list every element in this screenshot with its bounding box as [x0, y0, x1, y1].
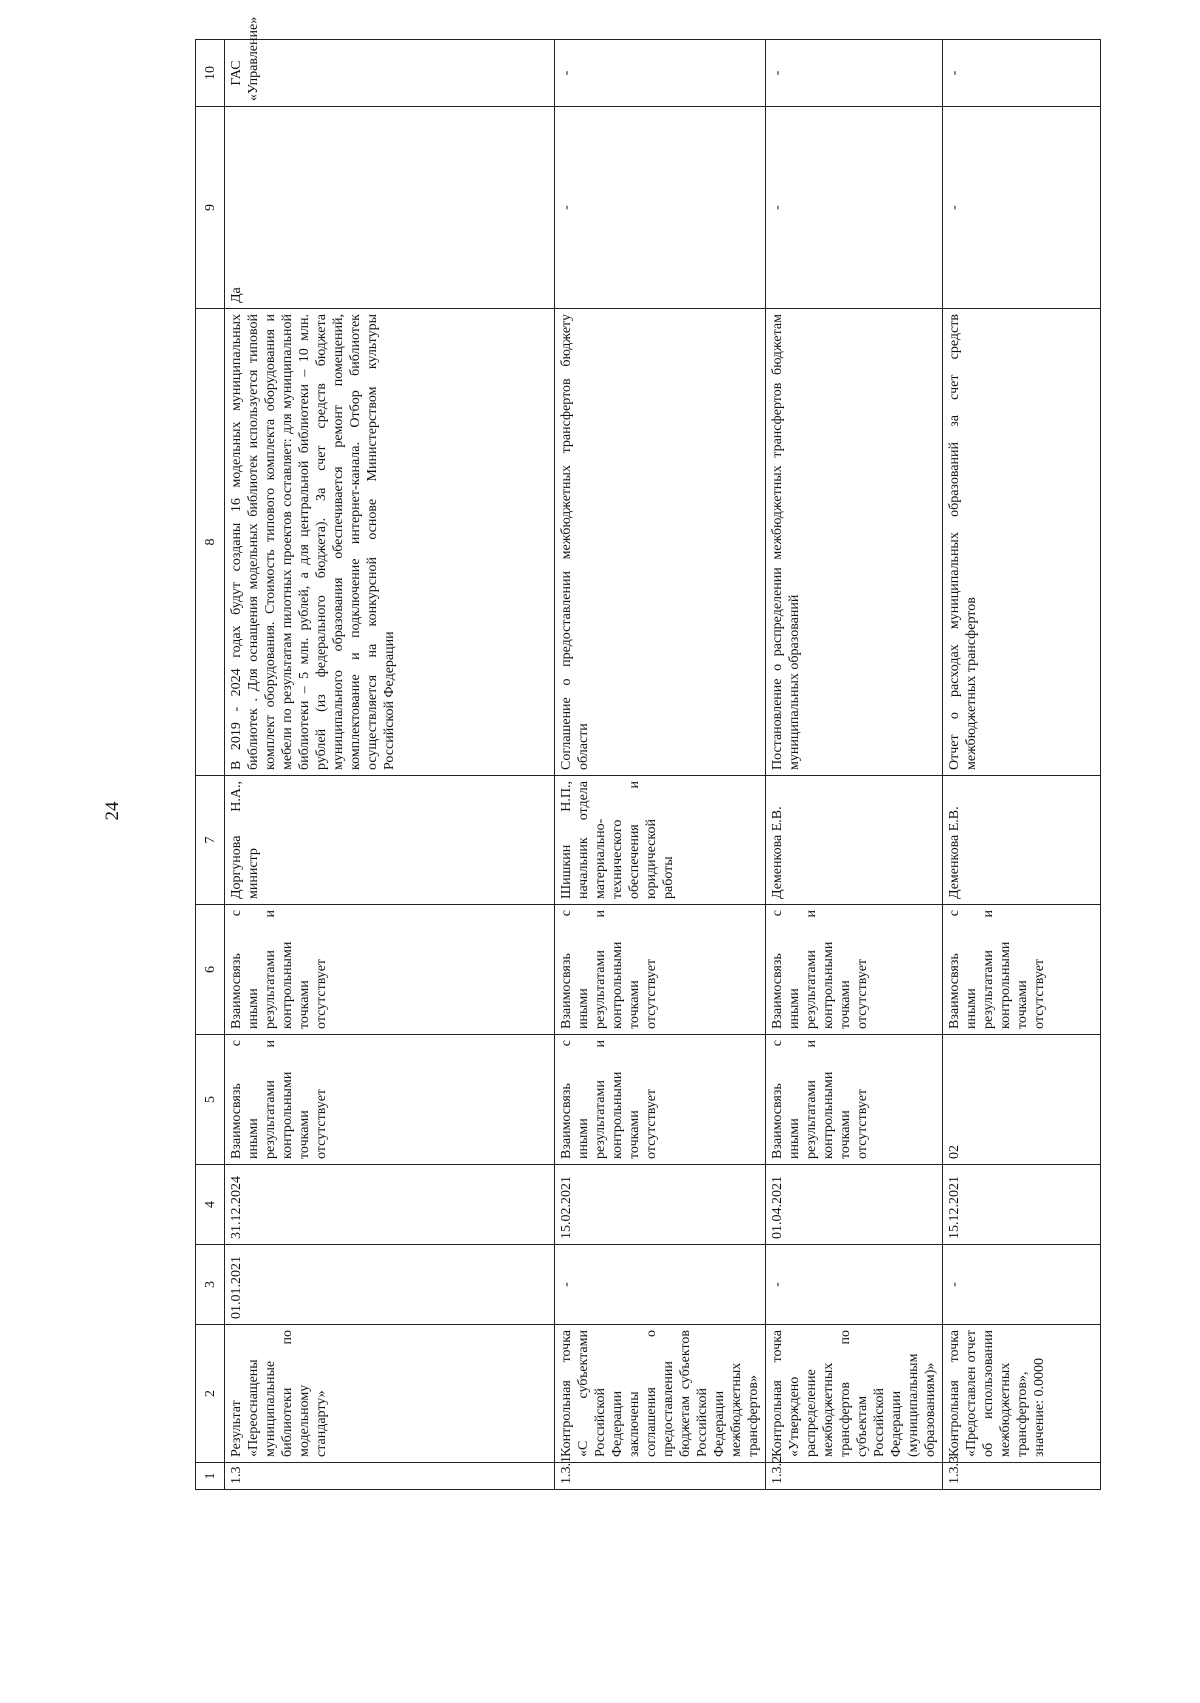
- cell-system: -: [766, 40, 943, 107]
- cell-link-next: Взаимосвязь с иными результатами и контрольными точками отсутствует: [943, 905, 1101, 1035]
- cell-link-next: Взаимосвязь с иными результатами и контрольными точками отсутствует: [766, 905, 943, 1035]
- results-table: [195, 16, 1101, 1490]
- header-cell: 7: [196, 776, 225, 905]
- cell-responsible: Доргунова Н.А., министр: [225, 776, 555, 905]
- cell-link-prev: Взаимосвязь с иными результатами и контрольными точками отсутствует: [766, 1035, 943, 1165]
- cell-link-prev: Взаимосвязь с иными результатами и контрольными точками отсутствует: [555, 1035, 766, 1165]
- cell-description: Соглашение о предоставлении межбюджетных трансфертов бюджету области: [555, 309, 766, 776]
- cell-description: Постановление о распределении межбюджетных трансфертов бюджетам муниципальных образований: [766, 309, 943, 776]
- header-cell: 5: [196, 1035, 225, 1165]
- cell-title: Контрольная точка «Утверждено распределение межбюджетных трансфертов по субъектам Российской Федерации (муниципальным образованиям)»: [766, 1325, 943, 1463]
- cell-number: 1.3.3: [943, 1463, 1101, 1490]
- rotated-table-wrapper: [195, 16, 1047, 1490]
- cell-start-date: -: [555, 1245, 766, 1325]
- cell-start-date: 01.01.2021: [225, 1245, 555, 1325]
- table-row: [555, 40, 766, 1490]
- cell-description: В 2019 - 2024 годах будут созданы 16 модельных муниципальных библиотек . Для оснащения модельных библиотек используется типовой комплект оборудования. Стоимость типового комплекта оборудования и мебели по результатам пилотных проектов составляет: для муниципальной библиотеки – 5 млн. рублей, а для центральной библиотеки – 10 млн. рублей (из федерального бюджета). За счет средств бюджета муниципального образования обеспечивается ремонт помещений, комплектование и подключение интернет-канала. Отбор библиотек осуществляется на конкурсной основе Министерством культуры Российской Федерации: [225, 309, 555, 776]
- header-row: [196, 40, 225, 1490]
- cell-end-date: 15.12.2021: [943, 1165, 1101, 1245]
- cell-number: 1.3: [225, 1463, 555, 1490]
- cell-title: Контрольная точка «С субъектами Российской Федерации заключены соглашения о предоставлении бюджетам субъектов Российской Федерации межбюджетных трансфертов»: [555, 1325, 766, 1463]
- cell-system: -: [943, 40, 1101, 107]
- cell-link-next: Взаимосвязь с иными результатами и контрольными точками отсутствует: [225, 905, 555, 1035]
- page-number: 24: [102, 801, 123, 821]
- cell-flag: -: [555, 107, 766, 309]
- header-cell: 1: [196, 1463, 225, 1490]
- cell-flag: Да: [225, 107, 555, 309]
- cell-start-date: -: [943, 1245, 1101, 1325]
- cell-flag: -: [943, 107, 1101, 309]
- cell-link-next: Взаимосвязь с иными результатами и контрольными точками отсутствует: [555, 905, 766, 1035]
- cell-system: -: [555, 40, 766, 107]
- header-cell: 3: [196, 1245, 225, 1325]
- header-cell: 2: [196, 1325, 225, 1463]
- table-row: [766, 40, 943, 1490]
- cell-description: Отчет о расходах муниципальных образований за счет средств межбюджетных трансфертов: [943, 309, 1101, 776]
- table-row: [225, 40, 555, 1490]
- header-cell: 8: [196, 309, 225, 776]
- cell-end-date: 15.02.2021: [555, 1165, 766, 1245]
- cell-responsible: Деменкова Е.В.: [943, 776, 1101, 905]
- header-cell: 4: [196, 1165, 225, 1245]
- cell-flag: -: [766, 107, 943, 309]
- header-cell: 6: [196, 905, 225, 1035]
- cell-number: 1.3.1: [555, 1463, 766, 1490]
- cell-title: Контрольная точка «Предоставлен отчет об использовании межбюджетных трансфертов», значение: 0.0000: [943, 1325, 1101, 1463]
- cell-responsible: Шишкин Н.П., начальник отдела материально-технического обеспечения и юридической работы: [555, 776, 766, 905]
- cell-end-date: 31.12.2024: [225, 1165, 555, 1245]
- cell-title: Результат «Переоснащены муниципальные библиотеки по модельному стандарту»: [225, 1325, 555, 1463]
- cell-responsible: Деменкова Е.В.: [766, 776, 943, 905]
- cell-end-date: 01.04.2021: [766, 1165, 943, 1245]
- header-cell: 10: [196, 40, 225, 107]
- cell-link-prev: 02: [943, 1035, 1101, 1165]
- cell-start-date: -: [766, 1245, 943, 1325]
- header-cell: 9: [196, 107, 225, 309]
- table-row: [943, 40, 1101, 1490]
- cell-link-prev: Взаимосвязь с иными результатами и контрольными точками отсутствует: [225, 1035, 555, 1165]
- cell-number: 1.3.2: [766, 1463, 943, 1490]
- cell-system: ГАС «Управление»: [225, 40, 555, 107]
